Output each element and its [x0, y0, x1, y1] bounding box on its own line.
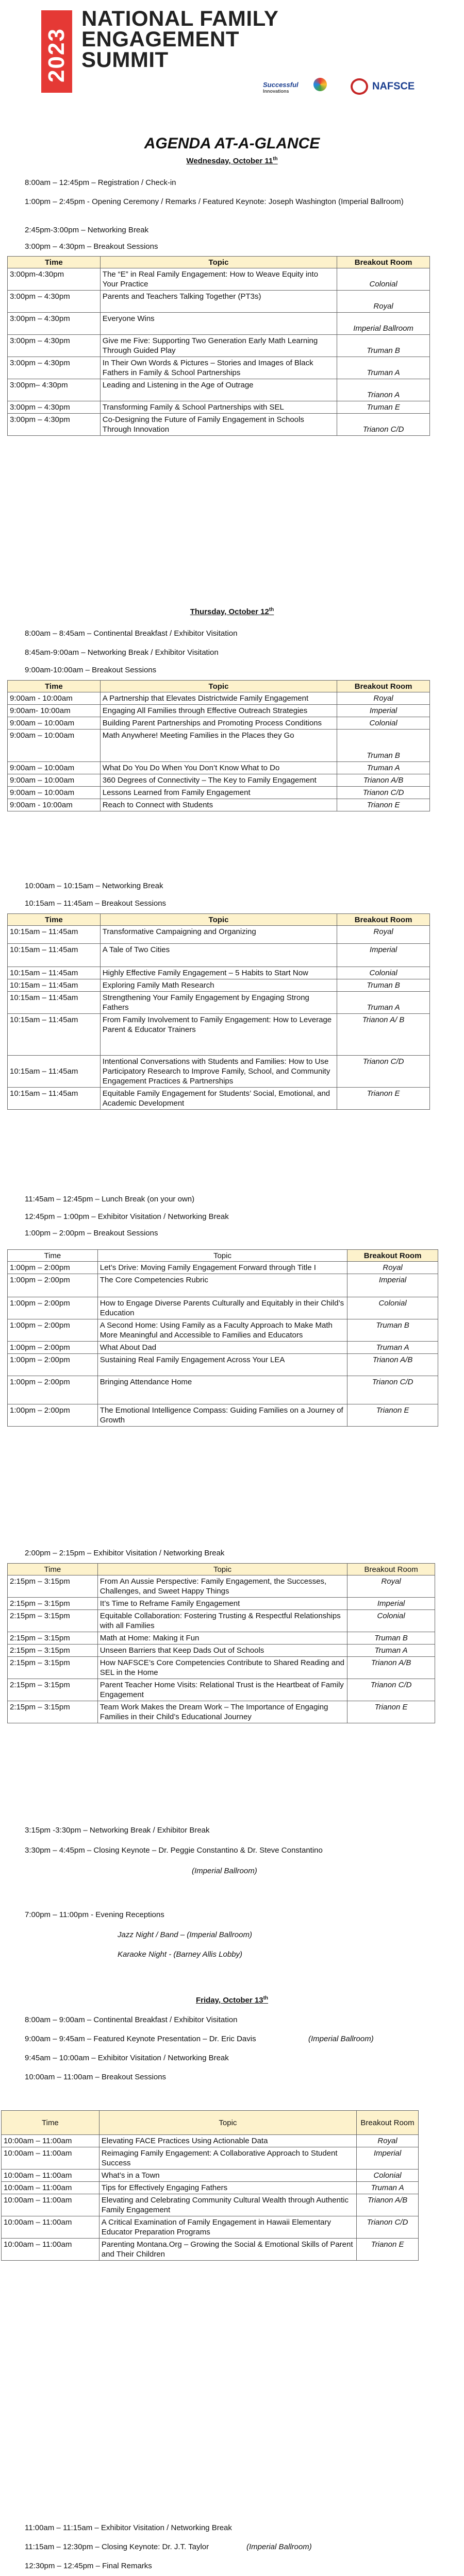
- schedule-line: 9:00am-10:00am – Breakout Sessions: [25, 666, 157, 674]
- table-header-row: [8, 681, 430, 692]
- cell-topic: How NAFSCE’s Core Competencies Contribute to Shared Reading and SEL in the Home: [97, 1657, 347, 1679]
- table-row: [2, 2194, 419, 2216]
- table-row: [8, 401, 430, 414]
- cell-room: Colonial: [357, 2170, 419, 2182]
- cell-time: 10:15am – 11:45am: [8, 1088, 101, 1110]
- title-line: SUMMIT: [81, 47, 169, 72]
- table-row: [8, 414, 430, 436]
- cell-time: 1:00pm – 2:00pm: [8, 1376, 98, 1404]
- summit-title: [81, 8, 278, 70]
- cell-time: 2:15pm – 3:15pm: [8, 1632, 98, 1645]
- table-row: [8, 335, 430, 357]
- cell-room: Truman B: [337, 730, 430, 762]
- table-row: [8, 268, 430, 291]
- table-row: [8, 1014, 430, 1056]
- cell-time: 2:15pm – 3:15pm: [8, 1598, 98, 1610]
- schedule-line: 11:45am – 12:45pm – Lunch Break (on your own): [25, 1195, 195, 1204]
- cell-time: 1:00pm – 2:00pm: [8, 1354, 98, 1376]
- day-heading-sup: th: [269, 607, 274, 613]
- cell-room: Truman A: [357, 2182, 419, 2194]
- cell-time: 3:00pm-4:30pm: [8, 268, 101, 291]
- thu-sessions-table-1: [7, 680, 430, 811]
- cell-time: 9:00am – 10:00am: [8, 774, 101, 787]
- table-header-row: [8, 1250, 438, 1262]
- cell-room: Colonial: [347, 1610, 435, 1632]
- cell-room: Royal: [337, 291, 430, 313]
- table-row: [8, 1342, 438, 1354]
- cell-time: 1:00pm – 2:00pm: [8, 1319, 98, 1342]
- cell-time: 3:00pm – 4:30pm: [8, 291, 101, 313]
- schedule-line: 11:00am – 11:15am – Exhibitor Visitation / Networking Break: [25, 2523, 232, 2532]
- cell-room: Trianon C/D: [337, 414, 430, 436]
- schedule-line: 8:00am – 12:45pm – Registration / Check-in: [25, 178, 176, 187]
- cell-room: Royal: [357, 2135, 419, 2147]
- cell-topic: Lessons Learned from Family Engagement: [100, 787, 337, 799]
- cell-time: 3:00pm– 4:30pm: [8, 379, 101, 401]
- cell-room: Royal: [337, 926, 430, 944]
- cell-topic: A Tale of Two Cities: [100, 944, 337, 967]
- cell-topic: Highly Effective Family Engagement – 5 Habits to Start Now: [100, 967, 337, 979]
- cell-time: 10:15am – 11:45am: [8, 992, 101, 1014]
- cell-topic: What’s in a Town: [99, 2170, 356, 2182]
- col-room: Breakout Room: [347, 1250, 438, 1262]
- cell-topic: Let’s Drive: Moving Family Engagement Forward through Title I: [97, 1262, 347, 1274]
- cell-topic: Give me Five: Supporting Two Generation Early Math Learning Through Guided Play: [100, 335, 337, 357]
- day-heading: [0, 1995, 464, 2005]
- cell-time: 1:00pm – 2:00pm: [8, 1274, 98, 1297]
- cell-room: Trianon E: [337, 1088, 430, 1110]
- cell-time: 2:15pm – 3:15pm: [8, 1645, 98, 1657]
- cell-time: 10:00am – 11:00am: [2, 2135, 100, 2147]
- cell-room: Trianon A/B: [347, 1354, 438, 1376]
- cell-room: Trianon A/B: [357, 2194, 419, 2216]
- table-row: [8, 1274, 438, 1297]
- year-banner: [41, 10, 72, 93]
- cell-topic: Reach to Connect with Students: [100, 799, 337, 811]
- table-row: [2, 2239, 419, 2261]
- cell-room: Trianon A/B: [337, 774, 430, 787]
- col-room: Breakout Room: [337, 914, 430, 926]
- table-row: [8, 1297, 438, 1319]
- col-topic: Topic: [99, 2111, 356, 2135]
- cell-room: Truman E: [337, 401, 430, 414]
- col-topic: Topic: [97, 1250, 347, 1262]
- table-row: [8, 1575, 435, 1598]
- schedule-line: 12:45pm – 1:00pm – Exhibitor Visitation / Networking Break: [25, 1212, 229, 1221]
- col-topic: Topic: [100, 914, 337, 926]
- cell-room: Truman B: [347, 1319, 438, 1342]
- cell-time: 10:00am – 11:00am: [2, 2147, 100, 2170]
- col-time: Time: [8, 1564, 98, 1575]
- cell-topic: The “E” in Real Family Engagement: How to Weave Equity into Your Practice: [100, 268, 337, 291]
- thu-sessions-table-4: [7, 1563, 435, 1723]
- cell-room: Truman A: [347, 1645, 435, 1657]
- cell-topic: Math Anywhere! Meeting Families in the Places they Go: [100, 730, 337, 762]
- cell-time: 10:15am – 11:45am: [8, 967, 101, 979]
- col-topic: Topic: [97, 1564, 347, 1575]
- cell-time: 9:00am - 10:00am: [8, 692, 101, 705]
- ring-icon: [351, 78, 368, 95]
- cell-time: 9:00am- 10:00am: [8, 705, 101, 717]
- cell-room: Trianon C/D: [357, 2216, 419, 2239]
- cell-topic: A Second Home: Using Family as a Faculty Approach to Make Math More Meaningful and Accessible to Families and Educators: [97, 1319, 347, 1342]
- schedule-line: Karaoke Night - (Barney Allis Lobby): [118, 1950, 243, 1959]
- cell-room: Trianon E: [347, 1404, 438, 1427]
- cell-topic: Equitable Family Engagement for Students’ Social, Emotional, and Academic Development: [100, 1088, 337, 1110]
- cell-room: Trianon A/ B: [337, 1014, 430, 1056]
- cell-topic: Sustaining Real Family Engagement Across Your LEA: [97, 1354, 347, 1376]
- cell-room: Truman A: [337, 762, 430, 774]
- cell-room: Trianon A: [337, 379, 430, 401]
- col-room: Breakout Room: [337, 681, 430, 692]
- cell-room: Trianon E: [337, 799, 430, 811]
- table-row: [8, 705, 430, 717]
- table-row: [8, 291, 430, 313]
- table-row: [2, 2147, 419, 2170]
- cell-room: Imperial Ballroom: [337, 313, 430, 335]
- logo-text: Successful: [263, 81, 299, 89]
- schedule-line: 3:00pm – 4:30pm – Breakout Sessions: [25, 242, 158, 251]
- logo-subtext: Innovations: [263, 89, 289, 94]
- cell-topic: What About Dad: [97, 1342, 347, 1354]
- successful-innovations-logo: [263, 81, 299, 94]
- cell-room: Colonial: [337, 268, 430, 291]
- schedule-line: 12:30pm – 12:45pm – Final Remarks: [25, 2562, 152, 2570]
- table-header-row: [2, 2111, 419, 2135]
- cell-topic: Parenting Montana.Org – Growing the Social & Emotional Skills of Parent and Their Children: [99, 2239, 356, 2261]
- cell-time: 10:15am – 11:45am: [8, 926, 101, 944]
- cell-time: 9:00am – 10:00am: [8, 787, 101, 799]
- schedule-line: (Imperial Ballroom): [246, 2543, 312, 2551]
- schedule-line: 9:00am – 9:45am – Featured Keynote Presentation – Dr. Eric Davis: [25, 2035, 256, 2043]
- day-heading: [0, 607, 464, 616]
- table-row: [8, 1610, 435, 1632]
- cell-room: Trianon E: [347, 1701, 435, 1723]
- cell-time: 10:00am – 11:00am: [2, 2194, 100, 2216]
- cell-room: Imperial: [347, 1274, 438, 1297]
- cell-time: 10:00am – 11:00am: [2, 2182, 100, 2194]
- table-row: [8, 762, 430, 774]
- table-row: [8, 1404, 438, 1427]
- cell-topic: Reimaging Family Engagement: A Collaborative Approach to Student Success: [99, 2147, 356, 2170]
- cell-time: 9:00am – 10:00am: [8, 762, 101, 774]
- table-row: [8, 799, 430, 811]
- cell-time: 9:00am - 10:00am: [8, 799, 101, 811]
- cell-room: Trianon C/D: [347, 1679, 435, 1701]
- schedule-line: 3:30pm – 4:45pm – Closing Keynote – Dr. Peggie Constantino & Dr. Steve Constantino: [25, 1846, 323, 1855]
- day-heading-sup: th: [263, 1995, 269, 2001]
- col-room: Breakout Room: [337, 257, 430, 268]
- schedule-line: (Imperial Ballroom): [192, 1867, 257, 1875]
- cell-topic: From An Aussie Perspective: Family Engagement, the Successes, Challenges, and Sweet Happy Things: [97, 1575, 347, 1598]
- cell-topic: Team Work Makes the Dream Work – The Importance of Engaging Families in their Child’s Educational Journey: [97, 1701, 347, 1723]
- cell-topic: Elevating and Celebrating Community Cultural Wealth through Authentic Family Engagement: [99, 2194, 356, 2216]
- cell-room: Royal: [337, 692, 430, 705]
- cell-topic: Engaging All Families through Effective Outreach Strategies: [100, 705, 337, 717]
- cell-room: Trianon C/D: [337, 787, 430, 799]
- cell-room: Truman B: [337, 335, 430, 357]
- cell-topic: Building Parent Partnerships and Promoting Process Conditions: [100, 717, 337, 730]
- cell-time: 1:00pm – 2:00pm: [8, 1404, 98, 1427]
- cell-topic: Elevating FACE Practices Using Actionable Data: [99, 2135, 356, 2147]
- table-row: [8, 1598, 435, 1610]
- cell-topic: 360 Degrees of Connectivity – The Key to Family Engagement: [100, 774, 337, 787]
- cell-time: 1:00pm – 2:00pm: [8, 1297, 98, 1319]
- cell-topic: Equitable Collaboration: Fostering Trusting & Respectful Relationships with all Families: [97, 1610, 347, 1632]
- year-label: 2023: [44, 28, 69, 82]
- cell-topic: Intentional Conversations with Students and Families: How to Use Participatory Research to Improve Family, School, and Community Engagement Practices & Partnerships: [100, 1056, 337, 1088]
- cell-time: 1:00pm – 2:00pm: [8, 1262, 98, 1274]
- schedule-line: 11:15am – 12:30pm – Closing Keynote: Dr. J.T. Taylor: [25, 2543, 209, 2551]
- table-row: [8, 692, 430, 705]
- table-row: [8, 1319, 438, 1342]
- cell-room: Imperial: [337, 944, 430, 967]
- cell-room: Imperial: [357, 2147, 419, 2170]
- cell-time: 10:00am – 11:00am: [2, 2216, 100, 2239]
- col-time: Time: [8, 681, 101, 692]
- cell-time: 10:00am – 11:00am: [2, 2239, 100, 2261]
- table-row: [8, 730, 430, 762]
- title-line: NATIONAL FAMILY: [81, 6, 279, 30]
- schedule-line: 10:00am – 11:00am – Breakout Sessions: [25, 2073, 167, 2081]
- cell-topic: Transformative Campaigning and Organizing: [100, 926, 337, 944]
- table-header-row: [8, 257, 430, 268]
- title-line: ENGAGEMENT: [81, 27, 240, 51]
- cell-time: 2:15pm – 3:15pm: [8, 1679, 98, 1701]
- cell-topic: Parents and Teachers Talking Together (PT3s): [100, 291, 337, 313]
- schedule-line: 10:00am – 10:15am – Networking Break: [25, 882, 163, 890]
- table-row: [8, 1657, 435, 1679]
- cell-room: Imperial: [347, 1598, 435, 1610]
- schedule-line: 8:00am – 8:45am – Continental Breakfast / Exhibitor Visitation: [25, 629, 238, 638]
- col-room: Breakout Room: [347, 1564, 435, 1575]
- table-row: [8, 1262, 438, 1274]
- cell-topic: Co-Designing the Future of Family Engagement in Schools Through Innovation: [100, 414, 337, 436]
- table-row: [2, 2182, 419, 2194]
- cell-topic: Parent Teacher Home Visits: Relational Trust is the Heartbeat of Family Engagement: [97, 1679, 347, 1701]
- cell-time: 2:15pm – 3:15pm: [8, 1610, 98, 1632]
- cell-room: Trianon E: [357, 2239, 419, 2261]
- cell-topic: Bringing Attendance Home: [97, 1376, 347, 1404]
- table-row: [8, 944, 430, 967]
- cell-time: 2:15pm – 3:15pm: [8, 1657, 98, 1679]
- table-row: [8, 1645, 435, 1657]
- cell-topic: Leading and Listening in the Age of Outrage: [100, 379, 337, 401]
- schedule-line: 1:00pm – 2:00pm – Breakout Sessions: [25, 1229, 158, 1238]
- cell-room: Truman A: [347, 1342, 438, 1354]
- schedule-line: 8:45am-9:00am – Networking Break / Exhibitor Visitation: [25, 648, 219, 657]
- cell-topic: Math at Home: Making it Fun: [97, 1632, 347, 1645]
- col-topic: Topic: [100, 681, 337, 692]
- cell-time: 3:00pm – 4:30pm: [8, 401, 101, 414]
- cell-topic: A Partnership that Elevates Districtwide Family Engagement: [100, 692, 337, 705]
- cell-time: 9:00am – 10:00am: [8, 730, 101, 762]
- cell-topic: Strengthening Your Family Engagement by Engaging Strong Fathers: [100, 992, 337, 1014]
- table-row: [8, 787, 430, 799]
- cell-time: 3:00pm – 4:30pm: [8, 313, 101, 335]
- cell-time: 10:15am – 11:45am: [8, 1014, 101, 1056]
- day-heading-text: Thursday, October 12: [190, 607, 269, 616]
- table-row: [8, 979, 430, 992]
- cell-room: Colonial: [347, 1297, 438, 1319]
- cell-time: 10:15am – 11:45am: [8, 1056, 101, 1088]
- col-time: Time: [2, 2111, 100, 2135]
- cell-topic: From Family Involvement to Family Engagement: How to Leverage Parent & Educator Trainers: [100, 1014, 337, 1056]
- cell-time: 2:15pm – 3:15pm: [8, 1701, 98, 1723]
- cell-topic: How to Engage Diverse Parents Culturally and Equitably in their Child’s Education: [97, 1297, 347, 1319]
- cell-room: Trianon C/D: [337, 1056, 430, 1088]
- logo-text: NAFSCE: [372, 80, 415, 92]
- cell-room: Truman B: [337, 979, 430, 992]
- table-row: [8, 1376, 438, 1404]
- cell-time: 2:15pm – 3:15pm: [8, 1575, 98, 1598]
- schedule-line: 7:00pm – 11:00pm - Evening Receptions: [25, 1910, 164, 1919]
- wed-sessions-table: [7, 256, 430, 436]
- day-heading-text: Friday, October 13: [195, 1996, 263, 2005]
- cell-topic: It’s Time to Reframe Family Engagement: [97, 1598, 347, 1610]
- schedule-line: Jazz Night / Band – (Imperial Ballroom): [118, 1930, 252, 1939]
- cell-topic: Exploring Family Math Research: [100, 979, 337, 992]
- table-header-row: [8, 1564, 435, 1575]
- day-heading-sup: th: [273, 156, 278, 162]
- cell-topic: Everyone Wins: [100, 313, 337, 335]
- cell-room: Imperial: [337, 705, 430, 717]
- schedule-line: 3:15pm -3:30pm – Networking Break / Exhibitor Break: [25, 1826, 210, 1835]
- nafsce-logo: [351, 78, 415, 95]
- cell-topic: In Their Own Words & Pictures – Stories and Images of Black Fathers in Family & School Partnerships: [100, 357, 337, 379]
- table-row: [8, 1632, 435, 1645]
- table-row: [8, 357, 430, 379]
- summit-header: [41, 6, 423, 104]
- day-heading-text: Wednesday, October 11: [186, 157, 273, 165]
- table-row: [8, 926, 430, 944]
- fri-sessions-table: [1, 2110, 419, 2261]
- cell-room: Truman A: [337, 357, 430, 379]
- col-room: Breakout Room: [357, 2111, 419, 2135]
- table-row: [2, 2216, 419, 2239]
- table-row: [8, 1088, 430, 1110]
- schedule-line: 2:45pm-3:00pm – Networking Break: [25, 226, 149, 234]
- cell-room: Colonial: [337, 967, 430, 979]
- schedule-line: 1:00pm – 2:45pm - Opening Ceremony / Remarks / Featured Keynote: Joseph Washington (Imperial Ballroom): [25, 197, 404, 206]
- table-row: [8, 967, 430, 979]
- table-row: [8, 1701, 435, 1723]
- col-time: Time: [8, 914, 101, 926]
- cell-room: Truman A: [337, 992, 430, 1014]
- table-row: [8, 717, 430, 730]
- cell-time: 1:00pm – 2:00pm: [8, 1342, 98, 1354]
- thu-sessions-table-3: [7, 1249, 438, 1427]
- table-row: [8, 379, 430, 401]
- agenda-title: AGENDA AT-A-GLANCE: [144, 135, 320, 152]
- cell-time: 10:00am – 11:00am: [2, 2170, 100, 2182]
- table-row: [2, 2135, 419, 2147]
- cell-room: Trianon A/B: [347, 1657, 435, 1679]
- schedule-line: 10:15am – 11:45am – Breakout Sessions: [25, 899, 167, 908]
- cell-topic: Transforming Family & School Partnerships with SEL: [100, 401, 337, 414]
- schedule-line: 2:00pm – 2:15pm – Exhibitor Visitation / Networking Break: [25, 1549, 225, 1557]
- table-row: [8, 774, 430, 787]
- table-row: [8, 1354, 438, 1376]
- cell-topic: Unseen Barriers that Keep Dads Out of Schools: [97, 1645, 347, 1657]
- cell-time: 9:00am – 10:00am: [8, 717, 101, 730]
- schedule-line: (Imperial Ballroom): [308, 2035, 374, 2043]
- col-topic: Topic: [100, 257, 337, 268]
- table-row: [8, 1679, 435, 1701]
- cell-topic: What Do You Do When You Don’t Know What to Do: [100, 762, 337, 774]
- cell-topic: A Critical Examination of Family Engagement in Hawaii Elementary Educator Preparation Programs: [99, 2216, 356, 2239]
- cell-time: 3:00pm – 4:30pm: [8, 335, 101, 357]
- cell-room: Royal: [347, 1262, 438, 1274]
- cell-time: 10:15am – 11:45am: [8, 944, 101, 967]
- cell-room: Truman B: [347, 1632, 435, 1645]
- table-header-row: [8, 914, 430, 926]
- cell-room: Colonial: [337, 717, 430, 730]
- swirl-icon: [313, 78, 327, 91]
- cell-time: 3:00pm – 4:30pm: [8, 357, 101, 379]
- cell-room: Trianon C/D: [347, 1376, 438, 1404]
- table-row: [8, 992, 430, 1014]
- table-row: [8, 313, 430, 335]
- cell-time: 10:15am – 11:45am: [8, 979, 101, 992]
- cell-topic: Tips for Effectively Engaging Fathers: [99, 2182, 356, 2194]
- day-heading: [0, 156, 464, 165]
- col-time: Time: [8, 257, 101, 268]
- thu-sessions-table-2: [7, 913, 430, 1110]
- table-row: [2, 2170, 419, 2182]
- schedule-line: 9:45am – 10:00am – Exhibitor Visitation / Networking Break: [25, 2054, 229, 2062]
- cell-topic: The Core Competencies Rubric: [97, 1274, 347, 1297]
- cell-room: Royal: [347, 1575, 435, 1598]
- col-time: Time: [8, 1250, 98, 1262]
- cell-topic: The Emotional Intelligence Compass: Guiding Families on a Journey of Growth: [97, 1404, 347, 1427]
- cell-time: 3:00pm – 4:30pm: [8, 414, 101, 436]
- schedule-line: 8:00am – 9:00am – Continental Breakfast / Exhibitor Visitation: [25, 2015, 238, 2024]
- table-row: [8, 1056, 430, 1088]
